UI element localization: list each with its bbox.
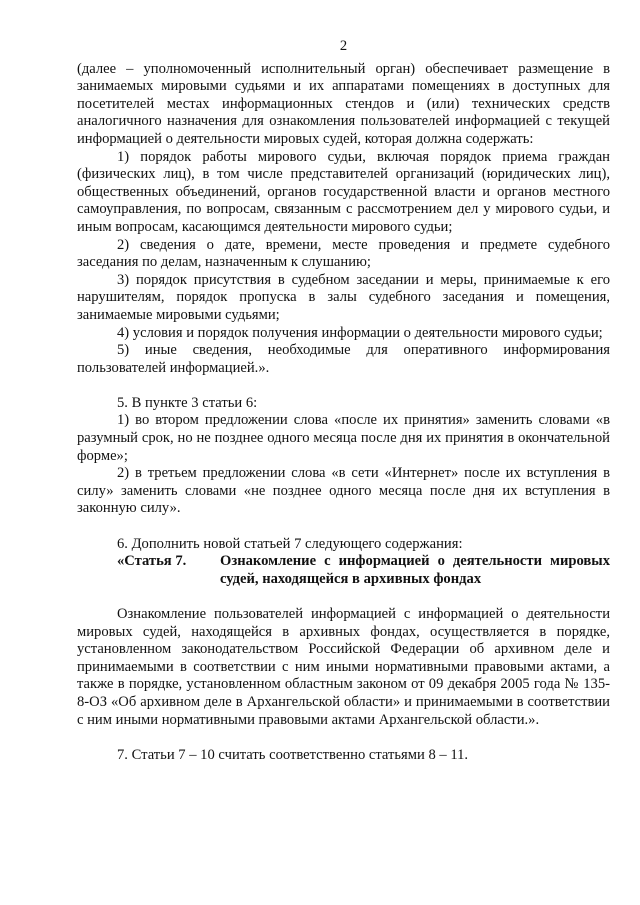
list-item-1: 1) порядок работы мирового судьи, включая порядок приема граждан (физических лиц), в том числе представителей организаций (юридических лиц), общественных объединений, органов государственной власти и органов местного самоуправления, по вопросам, связанным с рассмотрением дел у мирового судьи, и иным вопросам, касающимся деятельности мирового судьи;: [77, 148, 610, 235]
list-item-4: 4) условия и порядок получения информации о деятельности мирового судьи;: [117, 324, 603, 341]
list-item-3: 3) порядок присутствия в судебном заседании и меры, принимаемые к его нарушителям, порядок пропуска в залы судебного заседания и помещения, занимаемые мировыми судьями;: [77, 271, 610, 323]
page-number: 2: [339, 38, 348, 54]
article-title: Ознакомление с информацией о деятельности мировых судей, находящейся в архивных фондах: [220, 553, 610, 587]
list-item-5: 5) иные сведения, необходимые для оперативного информирования пользователей информацией.».: [77, 342, 610, 376]
article-number: «Статья 7.: [117, 553, 187, 570]
section-7-paragraph: 7. Статьи 7 – 10 считать соответственно статьями 8 – 11.: [117, 746, 469, 763]
section-5-item-2: 2) в третьем предложении слова «в сети «Интернет» после их вступления в силу» заменить словами «не позднее одного месяца после дня их вступления в законную силу».: [77, 465, 610, 517]
section-5-heading: 5. В пункте 3 статьи 6:: [117, 394, 258, 411]
paragraph-intro: (далее – уполномоченный исполнительный орган) обеспечивает размещение в занимаемых мировыми судьями и их аппаратами помещениях в доступных для посетителей местах информационных стендов и (или) технических средств аналогичного назначения для ознакомления пользователей информацией с текущей информацией о деятельности мировых судей, которая должна содержать:: [77, 60, 610, 147]
article-heading: [117, 553, 610, 588]
list-item-2: 2) сведения о дате, времени, месте проведения и предмете судебного заседания по делам, назначенным к слушанию;: [77, 236, 610, 271]
document-page: [77, 38, 610, 764]
article-body: Ознакомление пользователей информацией с информацией о деятельности мировых судей, находящейся в архивных фондах, осуществляется в порядке, установленном законодательством Российской Федерации об архивном деле и принимаемыми в соответствии с ним иными нормативными правовыми актами, а также в порядке, установленном областным законом от 09 декабря 2005 года № 135-8-ОЗ «Об архивном деле в Архангельской области» и принимаемыми в соответствии с ним иными нормативными правовыми актами Архангельской области.».: [77, 606, 610, 728]
section-6-heading: 6. Дополнить новой статьей 7 следующего содержания:: [117, 535, 463, 552]
section-5-item-1: 1) во втором предложении слова «после их принятия» заменить словами «в разумный срок, но не позднее одного месяца после дня их принятия в окончательной форме»;: [77, 412, 610, 464]
